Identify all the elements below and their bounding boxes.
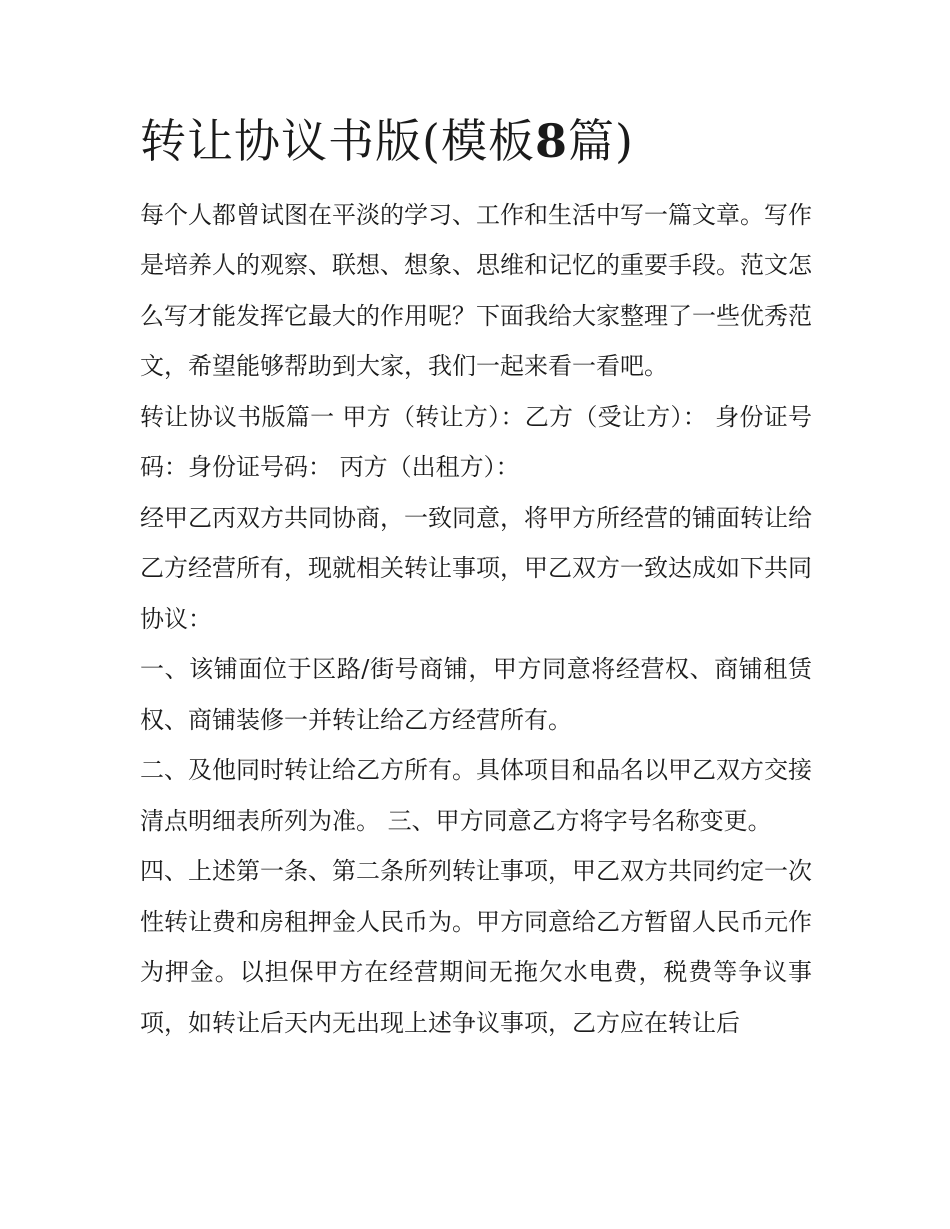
title-number: 8	[534, 114, 568, 168]
paragraph-parties: 转让协议书版篇一 甲方（转让方）：乙方（受让方）： 身份证号码：身份证号码： 丙方（出租方）：	[140, 402, 812, 482]
paragraph-clause-4: 四、上述第一条、第二条所列转让事项，甲乙双方共同约定一次性转让费和房租押金人民币为。甲方同意给乙方暂留人民币元作为押金。以担保甲方在经营期间无拖欠水电费，税费等争议事项，如转让后天内无出现上述争议事项，乙方应在转让后	[140, 857, 812, 1037]
document-page	[140, 112, 812, 1048]
paragraph-agreement: 经甲乙丙双方共同协商，一致同意，将甲方所经营的铺面转让给乙方经营所有，现就相关转让事项，甲乙双方一致达成如下共同协议：	[140, 503, 812, 633]
paragraph-clause-2-3: 二、及他同时转让给乙方所有。具体项目和品名以甲乙双方交接清点明细表所列为准。 三、甲方同意乙方将字号名称变更。	[140, 756, 812, 835]
title-prefix: 转让协议书版(模板	[140, 114, 535, 168]
paragraph-clause-1: 一、该铺面位于区路/街号商铺，甲方同意将经营权、商铺租赁权、商铺装修一并转让给乙方经营所有。	[140, 655, 812, 734]
paragraph-intro: 每个人都曾试图在平淡的学习、工作和生活中写一篇文章。写作是培养人的观察、联想、想象、思维和记忆的重要手段。范文怎么写才能发挥它最大的作用呢？下面我给大家整理了一些优秀范文，希望能够帮助到大家，我们一起来看一看吧。	[140, 200, 812, 381]
document-title	[140, 112, 812, 172]
title-suffix: 篇)	[567, 114, 634, 168]
